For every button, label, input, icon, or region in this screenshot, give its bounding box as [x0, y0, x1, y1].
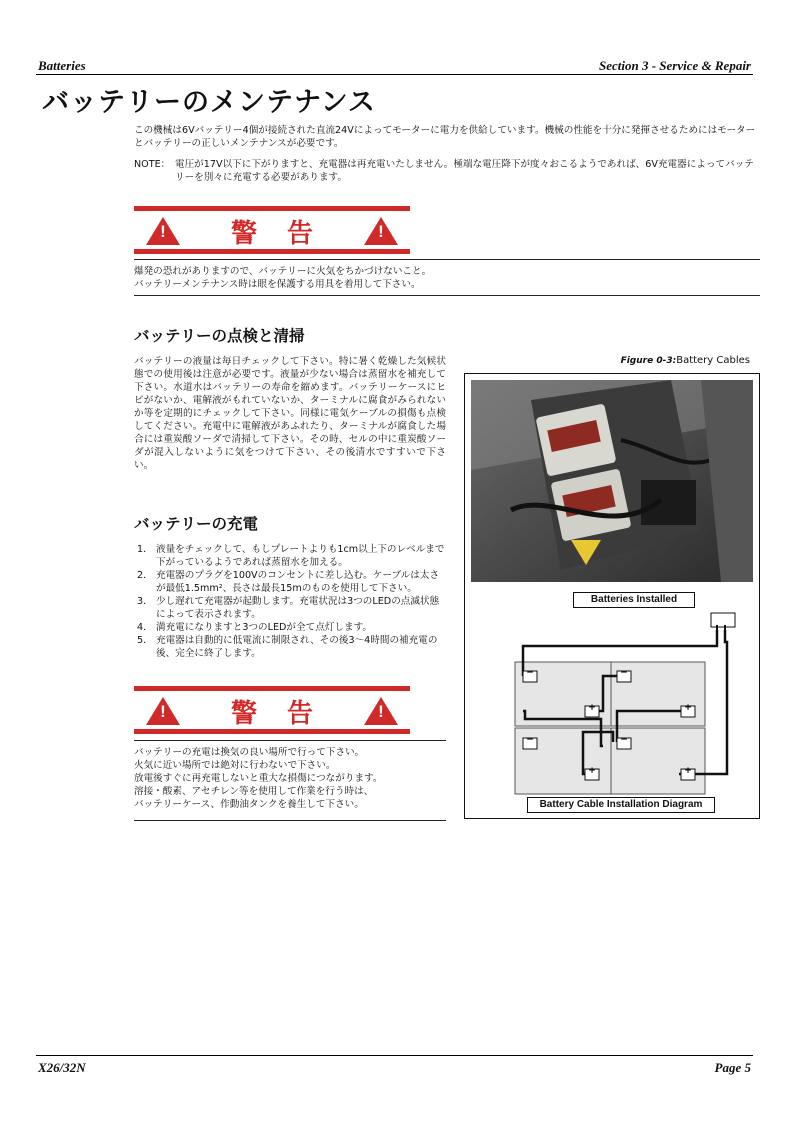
step-number: 1．: [137, 544, 153, 555]
warning-line: 火気に近い場所では絶対に行わないで下さい。: [134, 760, 336, 771]
positive-terminal: +: [588, 766, 596, 776]
label-batteries-installed: Batteries Installed: [573, 592, 695, 608]
warning-triangle-icon: !: [364, 697, 398, 725]
step-number: 2．: [137, 570, 153, 581]
step-text: 満充電になりますと3つのLEDが全て点灯します。: [156, 622, 373, 633]
page-title: バッテリーのメンテナンス: [42, 87, 376, 118]
footer-model: X26/32N: [38, 1060, 86, 1075]
warning-line: バッテリーケース、作動油タンクを養生して下さい。: [134, 799, 364, 810]
list-item: [134, 634, 446, 660]
section-heading-charging: バッテリーの充電: [134, 515, 259, 533]
note-label: NOTE：: [134, 159, 171, 170]
label-cable-diagram: Battery Cable Installation Diagram: [527, 797, 715, 813]
divider: [134, 820, 446, 821]
charging-steps: [134, 543, 446, 660]
warning-line: 爆発の恐れがありますので、バッテリーに火気をちかづけないこと。: [134, 266, 432, 277]
warning-line: 放電後すぐに再充電しないと重大な損傷につながります。: [134, 773, 383, 784]
negative-terminal: −: [526, 735, 534, 745]
step-number: 3．: [137, 596, 153, 607]
warning-banner: [134, 686, 410, 734]
positive-terminal: +: [684, 703, 692, 713]
footer-page-number: Page 5: [714, 1060, 751, 1075]
step-number: 5．: [137, 635, 153, 646]
step-text: 液量をチェックして、もしプレートよりも1cm以上下のレベルまで下がっているようであれば蒸留水を加える。: [156, 544, 445, 568]
section-heading-inspection: バッテリーの点検と清掃: [134, 327, 305, 345]
positive-terminal: +: [684, 766, 692, 776]
warning-banner-text: 警告: [230, 219, 343, 249]
divider: [134, 295, 760, 296]
figure-title: Battery Cables: [676, 355, 750, 366]
positive-terminal: +: [588, 703, 596, 713]
warning-banner-text: 警告: [230, 699, 343, 729]
warning-triangle-icon: !: [146, 217, 180, 245]
list-item: [134, 595, 446, 621]
step-text: 充電器のプラグを100Vのコンセントに差し込む。ケーブルは太さが最低1.5mm²、長さは最長15mのものを使用して下さい。: [156, 570, 440, 594]
step-text: 少し遅れて充電器が起動します。充電状況は3つのLEDの点滅状態によって表示されます。: [156, 596, 440, 620]
list-item: [134, 569, 446, 595]
step-text: 充電器は自動的に低電流に制限され、その後3〜4時間の補充電の後、完全に終了します。: [156, 635, 438, 659]
warning-triangle-icon: !: [364, 217, 398, 245]
divider: [134, 259, 760, 260]
header-section-title: Section 3 - Service & Repair: [598, 58, 751, 73]
figure-caption: [600, 355, 750, 366]
warning-triangle-icon: !: [146, 697, 180, 725]
header-rule: [36, 74, 753, 75]
note-text: 電圧が17V以下に下がりますと、充電器は再充電いたしません。極端な電圧降下が度々おこるようであれば、6V充電器によってバッテリーを別々に充電する必要があります。: [175, 159, 754, 183]
figure-number: Figure 0-3:: [620, 356, 677, 366]
negative-terminal: −: [526, 668, 534, 678]
warning-text: [134, 265, 758, 291]
warning-banner: [134, 206, 410, 254]
step-number: 4．: [137, 622, 153, 633]
divider: [134, 740, 446, 741]
negative-terminal: −: [620, 735, 628, 745]
battery-cable-diagram: [465, 374, 761, 820]
header-section-name: Batteries: [38, 58, 86, 73]
warning-line: 溶接・酸素、アセチレン等を使用して作業を行う時は、: [134, 786, 374, 797]
list-item: [134, 621, 446, 634]
intro-paragraph: この機械は6Vバッテリー4個が接続された直流24Vによってモーターに電力を供給しています。機械の性能を十分に発揮させるためにはモーターとバッテリーの正しいメンテナンスが必要です。: [134, 125, 756, 149]
warning-line: バッテリーの充電は換気の良い場所で行って下さい。: [134, 747, 365, 758]
list-item: [134, 543, 446, 569]
footer-rule: [36, 1055, 753, 1056]
figure-frame: [464, 373, 760, 819]
warning-text: [134, 746, 446, 811]
inspection-paragraph: バッテリーの液量は毎日チェックして下さい。特に暑く乾燥した気候状態での使用後は注意が必要です。液量が少ない場合は蒸留水を補充して下さい。水道水はバッテリーの寿命を縮めます。バッテリーケースにヒビがないか、電解液がもれていないか、ターミナルに腐食がみられないか等を定期的にチェックして下さい。同様に電気ケーブルの損傷も点検してください。充電中に電解液があふれたり、ターミナルが腐食した場合には重炭酸ソーダで清掃して下さい。その時、セルの中に重炭酸ソーダが混入しないように気をつけて下さい、その後清水ですすいで下さい。: [134, 356, 446, 471]
negative-terminal: −: [620, 668, 628, 678]
warning-line: バッテリーメンテナンス時は眼を保護する用具を着用して下さい。: [134, 279, 421, 290]
